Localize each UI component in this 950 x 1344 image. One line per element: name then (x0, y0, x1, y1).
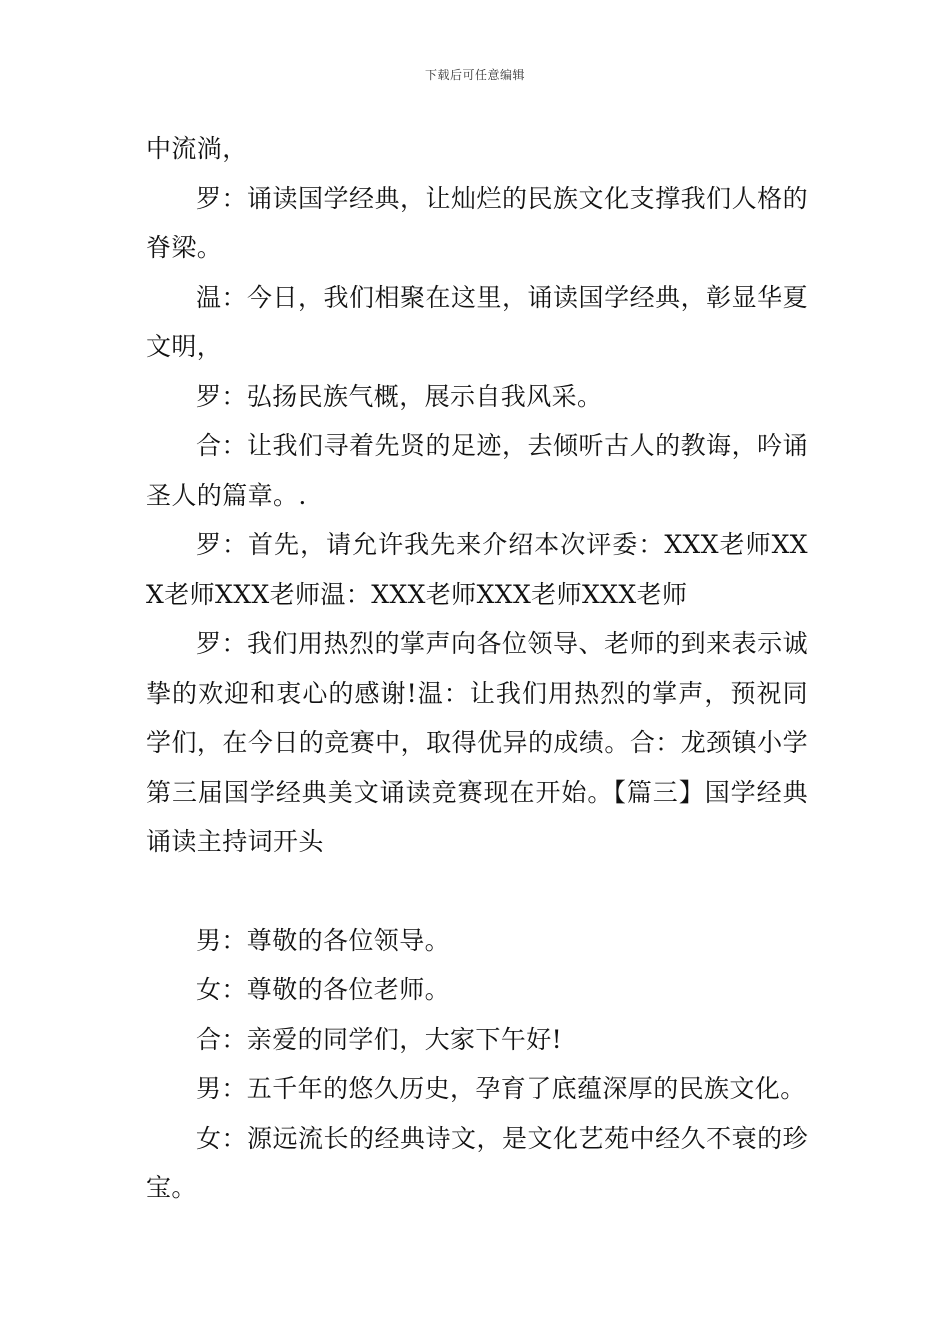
paragraph-continuation: 中流淌， (146, 134, 248, 163)
paragraph-together-1: 合：亲爱的同学们，大家下午好! (196, 1024, 563, 1054)
document-body (146, 124, 808, 1213)
paragraph-female-2: 女：源远流长的经典诗文，是文化艺苑中经久不衰的珍宝。 (146, 1123, 808, 1202)
paragraph-welcome: 罗：我们用热烈的掌声向各位领导、老师的到来表示诚挚的欢迎和衷心的感谢!温：让我们用热烈的掌声，预祝同学们，在今日的竞赛中，取得优异的成绩。合：龙颈镇小学第三届国学经典美文诵读竞赛现在开始。【篇三】国学经典诵读主持词开头 (146, 629, 808, 856)
paragraph-luo-2: 罗：弘扬民族气概，展示自我风采。 (196, 381, 603, 411)
paragraph-judges: 罗：首先，请允许我先来介绍本次评委：XXX老师XXX老师XXX老师温：XXX老师XXX老师XXX老师 (146, 530, 808, 609)
paragraph-male-1: 男：尊敬的各位领导。 (196, 925, 451, 955)
paragraph-luo-1: 罗：诵读国学经典，让灿烂的民族文化支撑我们人格的脊梁。 (146, 183, 808, 262)
paragraph-male-2: 男：五千年的悠久历史，孕育了底蕴深厚的民族文化。 (196, 1074, 806, 1103)
paragraph-wen-1: 温：今日，我们相聚在这里，诵读国学经典，彰显华夏文明， (146, 282, 808, 361)
paragraph-spacer (146, 867, 808, 916)
page-header-note: 下载后可任意编辑 (424, 68, 525, 82)
paragraph-he-1: 合：让我们寻着先贤的足迹，去倾听古人的教诲，吟诵圣人的篇章。. (146, 431, 808, 510)
paragraph-female-1: 女：尊敬的各位老师。 (196, 975, 451, 1004)
